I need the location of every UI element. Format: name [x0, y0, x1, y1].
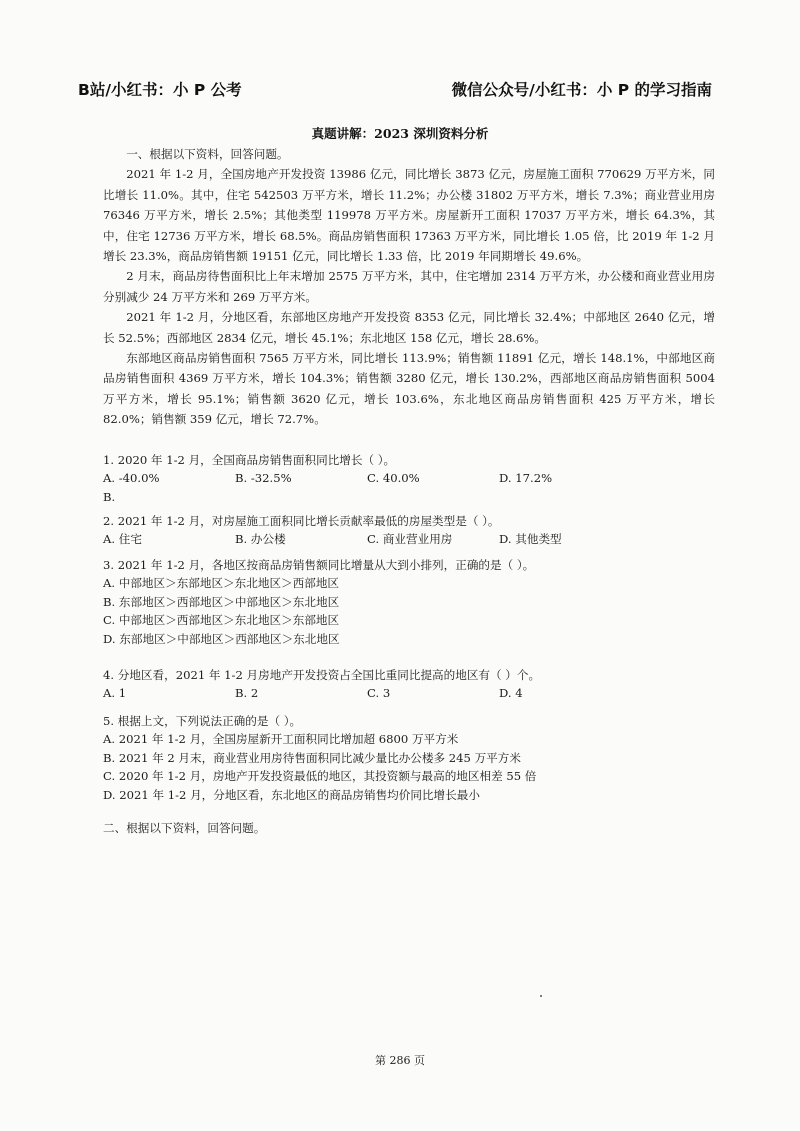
header-right-text: 微信公众号/小红书：小 P 的学习指南: [451, 81, 712, 99]
question-4: [103, 666, 715, 703]
option-c: C. 中部地区＞西部地区＞东北地区＞东部地区: [103, 613, 340, 628]
option-a: A. 住宅: [103, 532, 142, 547]
option-c: C. 2020 年 1-2 月，房地产开发投资最低的地区，其投资额与最高的地区相差 55 倍: [103, 769, 537, 784]
option-b: B. 2021 年 2 月末，商业营业用房待售面积同比减少量比办公楼多 245 万平方米: [103, 750, 521, 765]
option-a: A. 2021 年 1-2 月，全国房屋新开工面积同比增加超 6800 万平方米: [103, 732, 459, 747]
page-number: 第 286 页: [375, 1054, 425, 1067]
page-header: [78, 78, 712, 100]
option-d: D. 东部地区＞中部地区＞西部地区＞东北地区: [103, 631, 340, 646]
material-paragraph: 2 月末，商品房待售面积比上年末增加 2575 万平方米，其中，住宅增加 2314 万平方米，办公楼和商业营业用房分别减少 24 万平方米和 269 万平方米。: [103, 269, 715, 304]
question-5: [103, 712, 715, 804]
section-heading-2: 二、根据以下资料，回答问题。: [103, 821, 266, 835]
option-b: B. 办公楼: [235, 532, 286, 547]
material-text: [103, 144, 715, 430]
question-stem: 5. 根据上文，下列说法正确的是（ ）。: [103, 714, 302, 728]
material-paragraph: 2021 年 1-2 月，分地区看，东部地区房地产开发投资 8353 亿元，同比增长 32.4%；中部地区 2640 亿元，增长 52.5%；西部地区 2834 亿元，增长 45.1%；东北地区 158 亿元，增长 28.6%。: [103, 310, 715, 345]
option-c: C. 3: [367, 686, 391, 701]
option-d: D. 其他类型: [499, 532, 562, 547]
question-1: [103, 451, 715, 506]
scan-speck: [540, 995, 542, 997]
option-d: D. 17.2%: [499, 471, 553, 486]
option-b: B. 2: [235, 686, 259, 701]
document-title: 真题讲解：2023 深圳资料分析: [311, 126, 489, 141]
question-3: [103, 556, 715, 648]
option-b: B. 东部地区＞西部地区＞中部地区＞东北地区: [103, 594, 340, 609]
option-c: C. 40.0%: [367, 471, 420, 486]
question-options: [103, 684, 715, 702]
answer-mark: B.: [103, 489, 116, 504]
question-options: [103, 574, 715, 648]
question-options: [103, 530, 715, 548]
section-heading-1: 一、根据以下资料，回答问题。: [126, 147, 289, 161]
question-2: [103, 512, 715, 549]
material-paragraph: 东部地区商品房销售面积 7565 万平方米，同比增长 113.9%；销售额 11891 亿元，增长 148.1%，中部地区商品房销售面积 4369 万平方米，增长 104.3%；销售额 3280 亿元，增长 130.2%，西部地区商品房销售面积 5004 万平方米，增长 95.1%；销售额 3620 亿元，增长 103.6%，东北地区商品房销售面积 425 万平方米，增长 82.0%；销售额 359 亿元，增长 72.7%。: [103, 351, 715, 427]
question-stem: 1. 2020 年 1-2 月，全国商品房销售面积同比增长（ ）。: [103, 453, 396, 467]
question-stem: 3. 2021 年 1-2 月，各地区按商品房销售额同比增量从大到小排列，正确的是（ ）。: [103, 558, 535, 572]
header-left-text: B站/小红书：小 P 公考: [78, 81, 242, 99]
option-d: D. 4: [499, 686, 523, 701]
question-options: [103, 469, 715, 487]
question-stem: 2. 2021 年 1-2 月，对房屋施工面积同比增长贡献率最低的房屋类型是（ ）。: [103, 514, 500, 528]
material-paragraph: 2021 年 1-2 月，全国房地产开发投资 13986 亿元，同比增长 3873 亿元，房屋施工面积 770629 万平方米，同比增长 11.0%。其中，住宅 542503 万平方米，增长 11.2%；办公楼 31802 万平方米，增长 7.3%；商业营业用房 76346 万平方米，增长 2.5%；其他类型 119978 万平方米。房屋新开工面积 17037 万平方米，增长 64.3%，其中，住宅 12736 万平方米，增长 68.5%。商品房销售面积 17363 万平方米，同比增长 1.05 倍，比 2019 年 1-2 月增长 23.3%，商品房销售额 19151 亿元，同比增长 1.33 倍，比 2019 年同期增长 49.6%。: [103, 167, 715, 264]
question-stem: 4. 分地区看，2021 年 1-2 月房地产开发投资占全国比重同比提高的地区有（ ）个。: [103, 668, 541, 682]
option-d: D. 2021 年 1-2 月，分地区看，东北地区的商品房销售均价同比增长最小: [103, 787, 480, 802]
option-a: A. 中部地区＞东部地区＞东北地区＞西部地区: [103, 576, 340, 591]
option-a: A. -40.0%: [103, 471, 160, 486]
option-a: A. 1: [103, 686, 127, 701]
question-options: [103, 730, 715, 804]
option-c: C. 商业营业用房: [367, 532, 453, 547]
option-b: B. -32.5%: [235, 471, 292, 486]
